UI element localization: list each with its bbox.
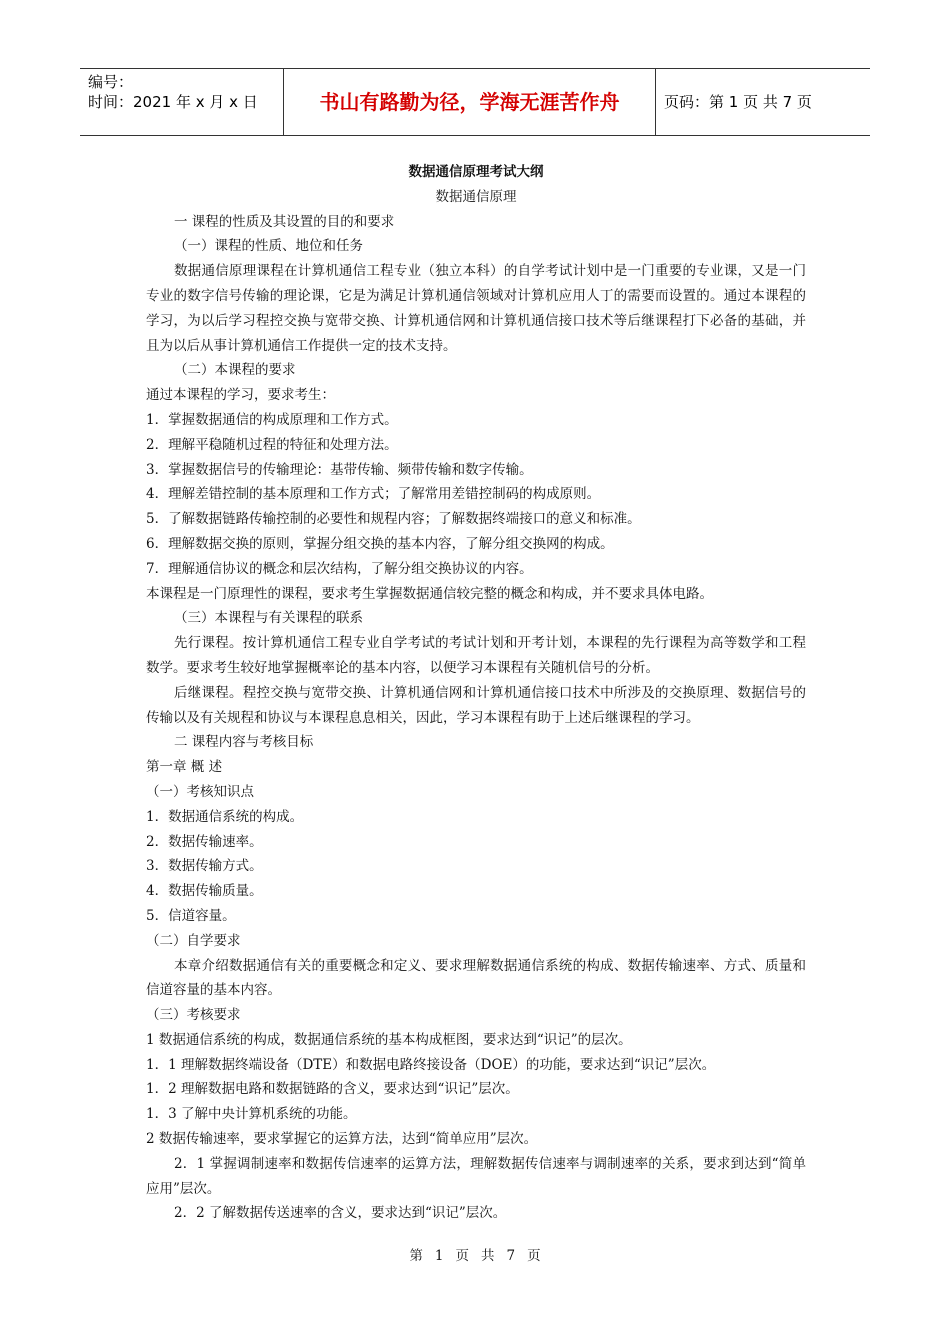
- list-item: 6．理解数据交换的原则，掌握分组交换的基本内容，了解分组交换网的构成。: [146, 535, 614, 552]
- section-heading: 一 课程的性质及其设置的目的和要求: [174, 213, 395, 230]
- header-motto: 书山有路勤为径，学海无涯苦作舟: [284, 69, 656, 135]
- list-item: 1．数据通信系统的构成。: [146, 808, 304, 825]
- list-item: 4．理解差错控制的基本原理和工作方式；了解常用差错控制码的构成原则。: [146, 486, 601, 503]
- paragraph: 后继课程。程控交换与宽带交换、计算机通信网和计算机通信接口技术中所涉及的交换原理、数据信号的传输以及有关规程和协议与本课程息息相关，因此，学习本课程有助于上述后继课程的学习。: [146, 684, 806, 726]
- list-item: 1．掌握数据通信的构成原理和工作方式。: [146, 411, 398, 428]
- document-subtitle: 数据通信原理: [435, 188, 517, 205]
- page-header: [80, 68, 870, 136]
- list-item: 1．3 了解中央计算机系统的功能。: [146, 1106, 357, 1123]
- chapter-heading: 第一章 概 述: [146, 759, 223, 776]
- subsection-heading: （三）本课程与有关课程的联系: [174, 610, 363, 627]
- paragraph: 2．1 掌握调制速率和数据传信速率的运算方法，理解数据传信速率与调制速率的关系，要求到达到“简单应用”层次。: [146, 1155, 806, 1197]
- paragraph: 本课程是一门原理性的课程，要求考生掌握数据通信较完整的概念和构成，并不要求具体电路。: [146, 585, 713, 602]
- footer-ye2: 页: [527, 1248, 541, 1264]
- footer-page-number: 1: [434, 1248, 444, 1264]
- document-title: 数据通信原理考试大纲: [408, 164, 544, 180]
- list-item: 5．信道容量。: [146, 907, 236, 924]
- list-item: 3．数据传输方式。: [146, 858, 263, 875]
- list-item: 7．理解通信协议的概念和层次结构，了解分组交换协议的内容。: [146, 560, 533, 577]
- section-heading: 二 课程内容与考核目标: [174, 734, 314, 751]
- footer-total-pages: 7: [506, 1248, 516, 1264]
- page-footer: [0, 1244, 950, 1264]
- list-intro: 通过本课程的学习，要求考生：: [146, 387, 335, 404]
- subsection-heading: （三）考核要求: [146, 1007, 241, 1024]
- list-item: 1．1 理解数据终端设备（DTE）和数据电路终接设备（DOE）的功能，要求达到“识记”层次。: [146, 1056, 716, 1073]
- list-item: 2．理解平稳随机过程的特征和处理方法。: [146, 436, 398, 453]
- subsection-heading: （一）考核知识点: [146, 783, 254, 800]
- header-page-number: 页码：第 1 页 共 7 页: [664, 93, 812, 111]
- header-info-cell: [80, 69, 284, 135]
- serial-label: 编号：: [88, 73, 134, 91]
- paragraph: 本章介绍数据通信有关的重要概念和定义、要求理解数据通信系统的构成、数据传输速率、方式、质量和信道容量的基本内容。: [146, 957, 806, 999]
- subsection-heading: （二）自学要求: [146, 932, 241, 949]
- date-label: 时间：2021 年 x 月 x 日: [88, 93, 258, 111]
- list-item: 1．2 理解数据电路和数据链路的含义，要求达到“识记”层次。: [146, 1081, 519, 1098]
- document-body: [146, 160, 806, 1226]
- list-item: 2．2 了解数据传送速率的含义，要求达到“识记”层次。: [174, 1205, 507, 1222]
- list-item: 5．了解数据链路传输控制的必要性和规程内容；了解数据终端接口的意义和标准。: [146, 511, 641, 528]
- list-item: 2 数据传输速率，要求掌握它的运算方法，达到“简单应用”层次。: [146, 1131, 538, 1148]
- subsection-heading: （二）本课程的要求: [174, 362, 296, 379]
- subsection-heading: （一）课程的性质、地位和任务: [174, 238, 363, 255]
- footer-di: 第: [409, 1248, 423, 1264]
- list-item: 3．掌握数据信号的传输理论：基带传输、频带传输和数字传输。: [146, 461, 533, 478]
- footer-ye: 页: [455, 1248, 469, 1264]
- paragraph: 数据通信原理课程在计算机通信工程专业（独立本科）的自学考试计划中是一门重要的专业课，又是一门专业的数字信号传输的理论课，它是为满足计算机通信领域对计算机应用人丁的需要而设置的。通过本课程的学习，为以后学习程控交换与宽带交换、计算机通信网和计算机通信接口技术等后继课程打下必备的基础，并且为以后从事计算机通信工作提供一定的技术支持。: [146, 263, 806, 354]
- list-item: 1 数据通信系统的构成，数据通信系统的基本构成框图，要求达到“识记”的层次。: [146, 1031, 632, 1048]
- list-item: 4．数据传输质量。: [146, 883, 263, 900]
- footer-gong: 共: [481, 1248, 495, 1264]
- paragraph: 先行课程。按计算机通信工程专业自学考试的考试计划和开考计划，本课程的先行课程为高等数学和工程数学。要求考生较好地掌握概率论的基本内容，以便学习本课程有关随机信号的分析。: [146, 635, 806, 676]
- list-item: 2．数据传输速率。: [146, 833, 263, 850]
